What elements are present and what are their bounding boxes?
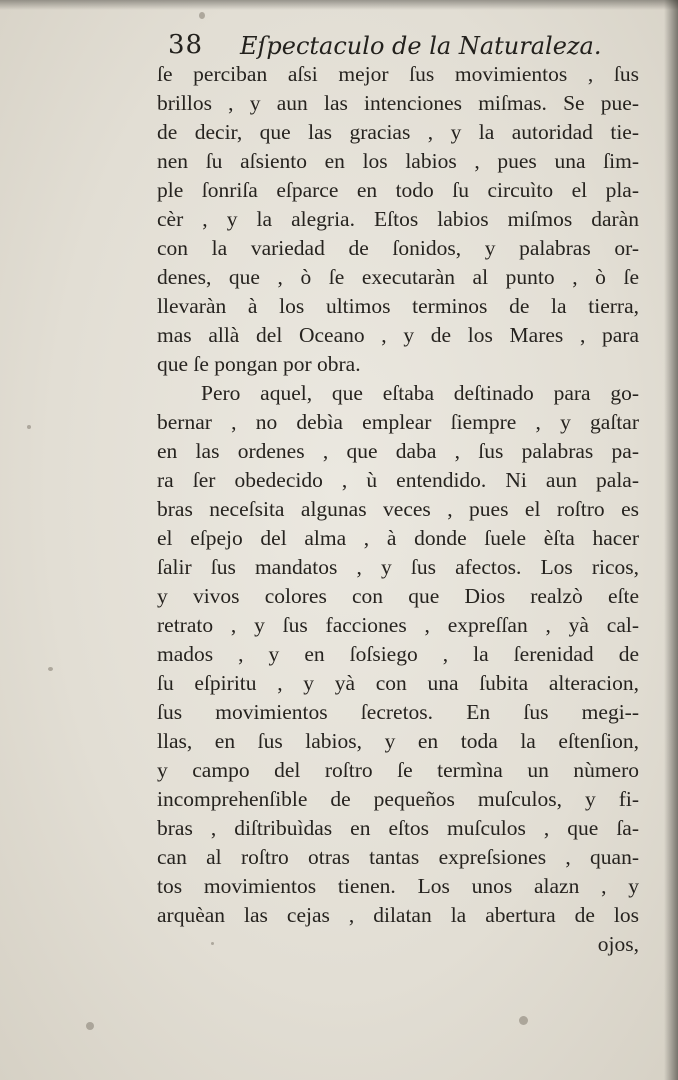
paper-speck bbox=[48, 667, 53, 671]
text-line: ple ſonriſa eſparce en todo ſu circuìto el pla- bbox=[157, 178, 639, 202]
paper-speck bbox=[27, 425, 31, 429]
text-line: con la variedad de ſonidos, y palabras or- bbox=[157, 236, 639, 260]
text-line: nen ſu aſsiento en los labios , pues una ſim- bbox=[157, 149, 639, 173]
text-line: arquèan las cejas , dilatan la abertura de los bbox=[157, 903, 639, 927]
text-line: ſe perciban aſsi mejor ſus movimientos , ſus bbox=[157, 62, 639, 86]
text-line: retrato , y ſus facciones , expreſſan , yà cal- bbox=[157, 613, 639, 637]
text-line: que ſe pongan por obra. bbox=[157, 352, 361, 376]
paper-speck bbox=[519, 1016, 528, 1025]
text-line: Pero aquel, que eſtaba deſtinado para go- bbox=[201, 381, 639, 405]
text-line: ſalir ſus mandatos , y ſus afectos. Los ricos, bbox=[157, 555, 639, 579]
text-line: el eſpejo del alma , à donde ſuele èſta hacer bbox=[157, 526, 639, 550]
text-line: llas, en ſus labios, y en toda la eſtenſion, bbox=[157, 729, 639, 753]
text-line: ſus movimientos ſecretos. En ſus megi-- bbox=[157, 700, 639, 724]
body-text bbox=[157, 60, 639, 959]
text-line: de decir, que las gracias , y la autoridad tie- bbox=[157, 120, 639, 144]
text-line: cèr , y la alegria. Eſtos labios miſmos daràn bbox=[157, 207, 639, 231]
text-line: incomprehenſible de pequeños muſculos, y fi- bbox=[157, 787, 639, 811]
text-line: bras , diſtribuìdas en eſtos muſculos , que ſa- bbox=[157, 816, 639, 840]
text-line: llevaràn à los ultimos terminos de la tierra, bbox=[157, 294, 639, 318]
page-edge-shadow bbox=[664, 0, 678, 1080]
text-line: mados , y en ſoſsiego , la ſerenidad de bbox=[157, 642, 639, 666]
running-title: Eſpectaculo de la Naturaleza. bbox=[240, 32, 602, 60]
text-line: mas allà del Oceano , y de los Mares , para bbox=[157, 323, 639, 347]
text-line: ra ſer obedecido , ù entendido. Ni aun pala- bbox=[157, 468, 639, 492]
text-line: brillos , y aun las intenciones miſmas. Se pue- bbox=[157, 91, 639, 115]
text-line: en las ordenes , que daba , ſus palabras pa- bbox=[157, 439, 639, 463]
page-number: 38 bbox=[168, 30, 204, 60]
text-line: ſu eſpiritu , y yà con una ſubita alteracion, bbox=[157, 671, 639, 695]
catchword: ojos, bbox=[597, 932, 639, 956]
paper-speck bbox=[199, 12, 205, 19]
text-line: denes, que , ò ſe executaràn al punto , ò ſe bbox=[157, 265, 639, 289]
paper-speck bbox=[86, 1022, 94, 1030]
text-line: y vivos colores con que Dios realzò eſte bbox=[157, 584, 639, 608]
text-line: can al roſtro otras tantas expreſsiones , quan- bbox=[157, 845, 639, 869]
text-line: bras neceſsita algunas veces , pues el roſtro es bbox=[157, 497, 639, 521]
text-line: y campo del roſtro ſe termìna un nùmero bbox=[157, 758, 639, 782]
page-top-shadow bbox=[0, 0, 678, 10]
text-line: tos movimientos tienen. Los unos alazn , y bbox=[157, 874, 639, 898]
text-line: bernar , no debìa emplear ſiempre , y gaſtar bbox=[157, 410, 639, 434]
